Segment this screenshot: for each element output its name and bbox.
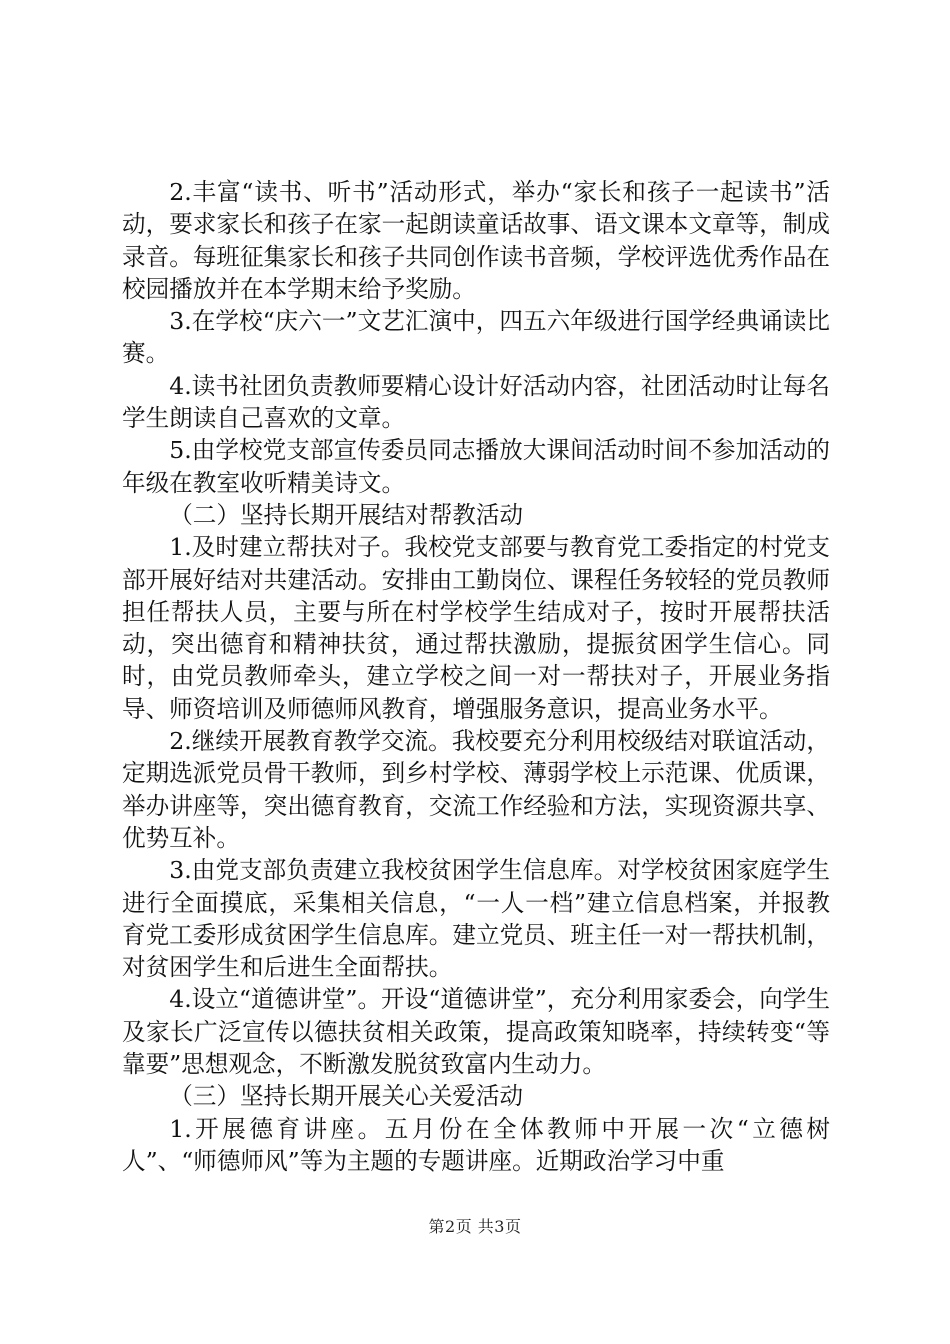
paragraph-moral-lectures: 1.开展德育讲座。五月份在全体教师中开展一次“立德树人”、“师德师风”等为主题的专题讲座。近期政治学习中重: [122, 1114, 830, 1175]
paragraph-teaching-exchange: 2.继续开展教育教学交流。我校要充分利用校级结对联谊活动，定期选派党员骨干教师，到乡村学校、薄弱学校上示范课、优质课，举办讲座等，突出德育教育，交流工作经验和方法，实现资源共享、优势互补。: [122, 727, 830, 852]
paragraph-assistance-pairs: 1.及时建立帮扶对子。我校党支部要与教育党工委指定的村党支部开展好结对共建活动。安排由工勤岗位、课程任务较轻的党员教师担任帮扶人员，主要与所在村学校学生结成对子，按时开展帮扶活动，突出德育和精神扶贫，通过帮扶激励，提振贫困学生信心。同时，由党员教师牵头，建立学校之间一对一帮扶对子，开展业务指导、师资培训及师德师风教育，增强服务意识，提高业务水平。: [122, 533, 830, 723]
page-footer: 第2页 共3页: [428, 1217, 522, 1236]
paragraph-reading-club: 4.读书社团负责教师要精心设计好活动内容，社团活动时让每名学生朗读自己喜欢的文章。: [122, 371, 830, 433]
section-heading-pairing: （二）坚持长期开展结对帮教活动: [169, 500, 524, 529]
paragraph-poetry-broadcast: 5.由学校党支部宣传委员同志播放大课间活动时间不参加活动的年级在教室收听精美诗文。: [122, 436, 830, 497]
paragraph-student-database: 3.由党支部负责建立我校贫困学生信息库。对学校贫困家庭学生进行全面摸底，采集相关信息，“一人一档”建立信息档案，并报教育党工委形成贫困学生信息库。建立党员、班主任一对一帮扶机制，对贫困学生和后进生全面帮扶。: [122, 856, 830, 982]
paragraph-childrens-day: 3.在学校“庆六一”文艺汇演中，四五六年级进行国学经典诵读比赛。: [122, 307, 830, 368]
paragraph-reading-activity: 2.丰富“读书、听书”活动形式，举办“家长和孩子一起读书”活动，要求家长和孩子在家一起朗读童话故事、语文课本文章等，制成录音。每班征集家长和孩子共同创作读书音频，学校评选优秀作品在校园播放并在本学期末给予奖励。: [122, 178, 830, 303]
paragraph-moral-lecture-hall: 4.设立“道德讲堂”。开设“道德讲堂”，充分利用家委会，向学生及家长广泛宣传以德扶贫相关政策，提高政策知晓率，持续转变“等靠要”思想观念，不断激发脱贫致富内生动力。: [122, 985, 830, 1079]
section-heading-care: （三）坚持长期开展关心关爱活动: [169, 1082, 524, 1111]
document-body: [122, 176, 830, 1177]
